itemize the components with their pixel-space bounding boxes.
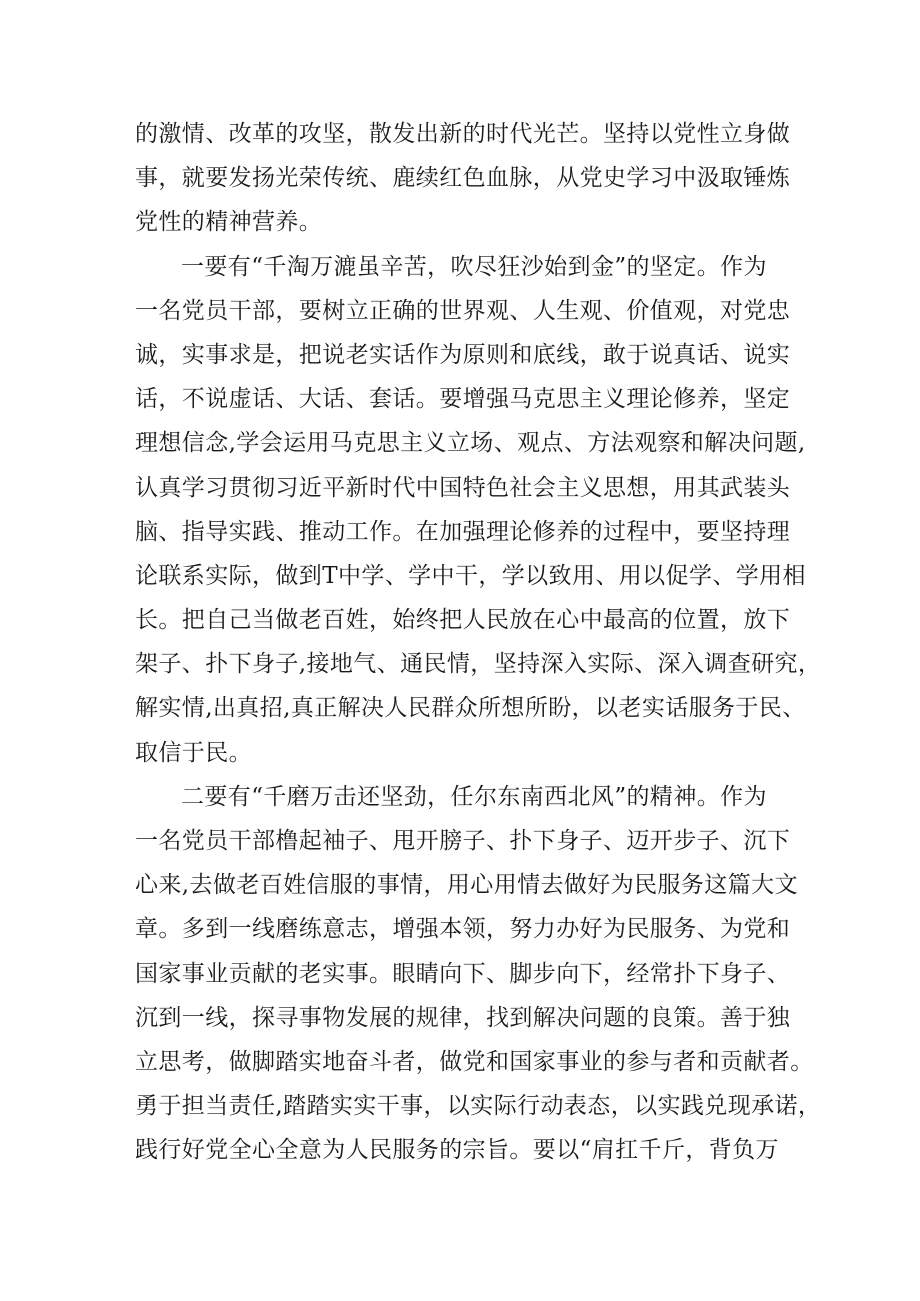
paragraph-2 <box>135 245 822 775</box>
text-line: 一要有“千淘万漉虽辛苦，吹尽狂沙始到金”的坚定。作为 <box>181 253 767 280</box>
text-line: 立思考，做脚踏实地奋斗者，做党和国家事业的参与者和贡献者。 <box>135 1048 814 1075</box>
text-line: 一名党员干部橹起袖子、甩开膀子、扑下身子、迈开步子、沉下 <box>135 828 791 854</box>
text-line: 长。把自己当做老百姓，始终把人民放在心中最高的位置，放下 <box>135 607 791 634</box>
text-line: 理想信念,学会运用马克思主义立场、观点、方法观察和解决问题, <box>135 430 806 457</box>
text-line: 论联系实际，做到T中学、学中干，学以致用、用以促学、学用相 <box>135 562 806 589</box>
text-line: 勇于担当责任,踏踏实实干事，以实际行动表态，以实践兑现承诺， <box>135 1093 822 1120</box>
text-line: 架子、扑下身子,接地气、通民情，坚持深入实际、深入调查研究， <box>135 651 822 678</box>
text-line: 二要有“千磨万击还坚劲，任尔东南西北风”的精神。作为 <box>181 783 767 810</box>
paragraph-1 <box>135 112 805 245</box>
text-line: 党性的精神营养。 <box>135 209 323 236</box>
text-line: 认真学习贯彻习近平新时代中国特色社会主义思想，用其武装头 <box>135 474 791 501</box>
text-line: 脑、指导实践、推动工作。在加强理论修养的过程中，要坚持理 <box>135 518 791 545</box>
text-line: 解实情,出真招,真正解决人民群众所想所盼，以老实话服务于民、 <box>135 695 806 722</box>
text-line: 践行好党全心全意为人民服务的宗旨。要以“肩扛千斤，背负万 <box>135 1137 779 1164</box>
text-line: 诚，实事求是，把说老实话作为原则和底线，敢于说真话、说实 <box>135 341 791 368</box>
text-line: 的激情、改革的攻坚，散发出新的时代光芒。坚持以党性立身做 <box>135 121 791 147</box>
text-line: 一名党员干部，要树立正确的世界观、人生观、价值观，对党忠 <box>135 297 791 324</box>
paragraph-3 <box>135 775 822 1173</box>
text-line: 国家事业贡献的老实事。眼睛向下、脚步向下，经常扑下身子、 <box>135 960 791 987</box>
text-line: 心来,去做老百姓信服的事情，用心用情去做好为民服务这篇大文 <box>135 872 798 899</box>
text-line: 沉到一线，探寻事物发展的规律，找到解决问题的良策。善于独 <box>135 1004 791 1031</box>
text-line: 章。多到一线磨练意志，增强本领，努力办好为民服务、为党和 <box>135 916 791 943</box>
text-line: 事，就要发扬光荣传统、鹿续红色血脉，从党史学习中汲取锤炼 <box>135 165 791 192</box>
document-body <box>135 112 822 1173</box>
text-line: 取信于民。 <box>135 739 252 766</box>
text-line: 话，不说虚话、大话、套话。要增强马克思主义理论修养，坚定 <box>135 386 791 413</box>
